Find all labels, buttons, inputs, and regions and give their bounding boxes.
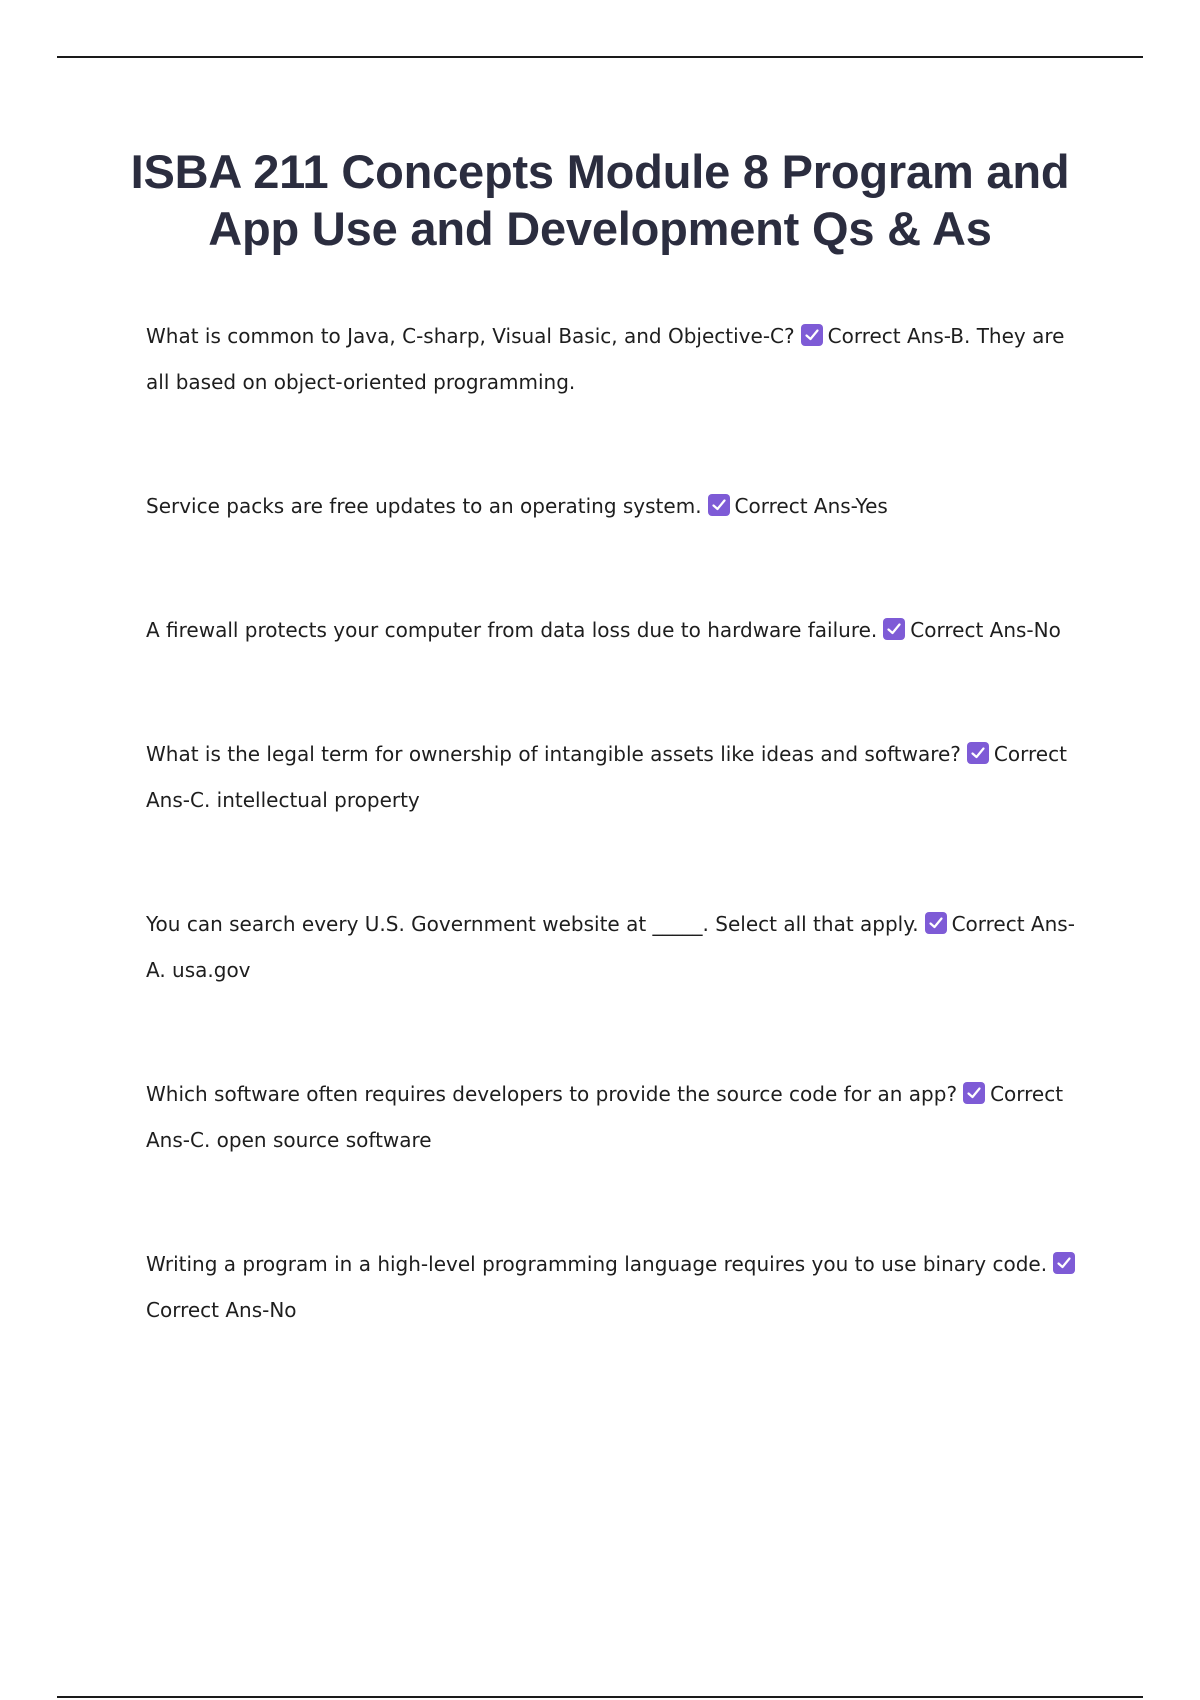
qa-item <box>146 607 1091 653</box>
checkbox-checked-icon <box>801 324 823 346</box>
answer-text: Correct Ans-Yes <box>734 494 888 518</box>
question-text: What is common to Java, C-sharp, Visual Basic, and Objective-C? <box>146 324 795 348</box>
document-title: ISBA 211 Concepts Module 8 Program and App Use and Development Qs & As <box>130 145 1070 255</box>
question-text: You can search every U.S. Government website at _____. Select all that apply. <box>146 912 919 936</box>
checkbox-checked-icon <box>883 618 905 640</box>
qa-list <box>146 313 1091 1411</box>
qa-item <box>146 731 1091 823</box>
qa-item <box>146 1241 1091 1333</box>
qa-item <box>146 1071 1091 1163</box>
qa-item <box>146 313 1091 405</box>
question-text: A firewall protects your computer from data loss due to hardware failure. <box>146 618 878 642</box>
checkbox-checked-icon <box>967 742 989 764</box>
top-rule <box>57 56 1143 58</box>
checkbox-checked-icon <box>708 494 730 516</box>
qa-item <box>146 901 1091 993</box>
checkbox-checked-icon <box>963 1082 985 1104</box>
qa-item <box>146 483 1091 529</box>
answer-text: Correct Ans-A. usa.gov <box>146 912 1075 982</box>
answer-text: Correct Ans-No <box>146 1298 297 1322</box>
checkbox-checked-icon <box>1053 1252 1075 1274</box>
checkbox-checked-icon <box>925 912 947 934</box>
question-text: Service packs are free updates to an operating system. <box>146 494 702 518</box>
answer-text: Correct Ans-C. open source software <box>146 1082 1064 1152</box>
bottom-rule <box>57 1696 1143 1698</box>
answer-text: Correct Ans-C. intellectual property <box>146 742 1067 812</box>
question-text: Which software often requires developers to provide the source code for an app? <box>146 1082 958 1106</box>
question-text: What is the legal term for ownership of intangible assets like ideas and software? <box>146 742 961 766</box>
answer-text: Correct Ans-No <box>910 618 1061 642</box>
question-text: Writing a program in a high-level programming language requires you to use binary code. <box>146 1252 1048 1276</box>
answer-text: Correct Ans-B. They are all based on object-oriented programming. <box>146 324 1065 394</box>
